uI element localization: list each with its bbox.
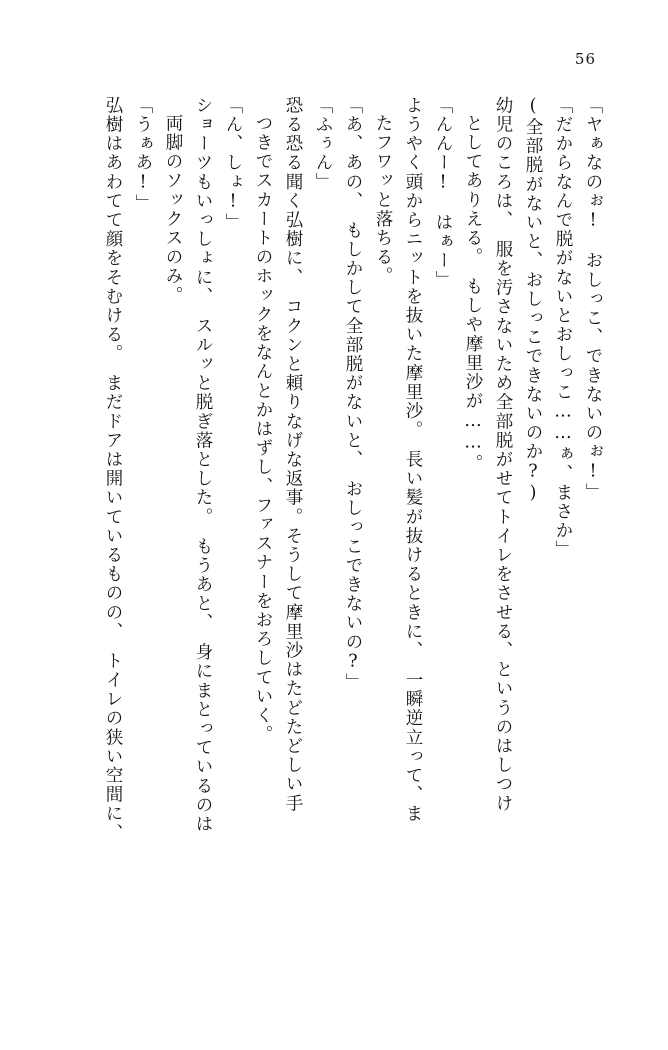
- text-line: 恐る恐る聞く弘樹に、 コクンと頼りなげな返事。そうして摩里沙はたどたどしい手: [283, 96, 303, 814]
- text-line: つきでスカートのホックをなんとかはずし、ファスナーをおろしていく。: [253, 114, 273, 745]
- text-line: (全部脱がないと、おしっこできないのか?): [523, 96, 543, 505]
- text-line: 両脚のソックスのみ。: [163, 114, 183, 305]
- text-line: たフワッと落ちる。: [373, 114, 393, 286]
- vertical-text-body: [34, 96, 608, 1008]
- text-line: 「うぁあ!」: [133, 96, 153, 214]
- text-line: としてありえる。 もしや摩里沙が……。: [463, 114, 483, 474]
- text-line: 「んんー! はぁー」: [433, 96, 453, 290]
- text-line: 「ヤぁなのぉ! おしっこ、できないのぉ!」: [583, 96, 603, 503]
- text-line: 幼児のころは、 服を汚さないため全部脱がせてトイレをさせる、というのはしつけ: [493, 96, 513, 814]
- text-line: 「あ、あの、 もしかして全部脱がないと、 おしっこできないの?」: [343, 96, 363, 693]
- text-line: ショーツもいっしょに、 スルッと脱ぎ落とした。 もうあと、 身にまとっているのは: [193, 96, 213, 834]
- page-number: 56: [574, 50, 596, 68]
- text-line: 「だからなんで脱がないとおしっこ……ぁ、まさか」: [553, 96, 573, 560]
- text-line: 「ん、しょ!」: [223, 96, 243, 233]
- text-line: 「ふぅん」: [313, 96, 333, 192]
- text-line: 弘樹はあわてて顔をそむける。 まだドアは開いているものの、 トイレの狭い空間に、: [103, 96, 123, 843]
- text-line: ようやく頭からニットを抜いた摩里沙。 長い髪が抜けるときに、 一瞬逆立って、ま: [403, 96, 423, 824]
